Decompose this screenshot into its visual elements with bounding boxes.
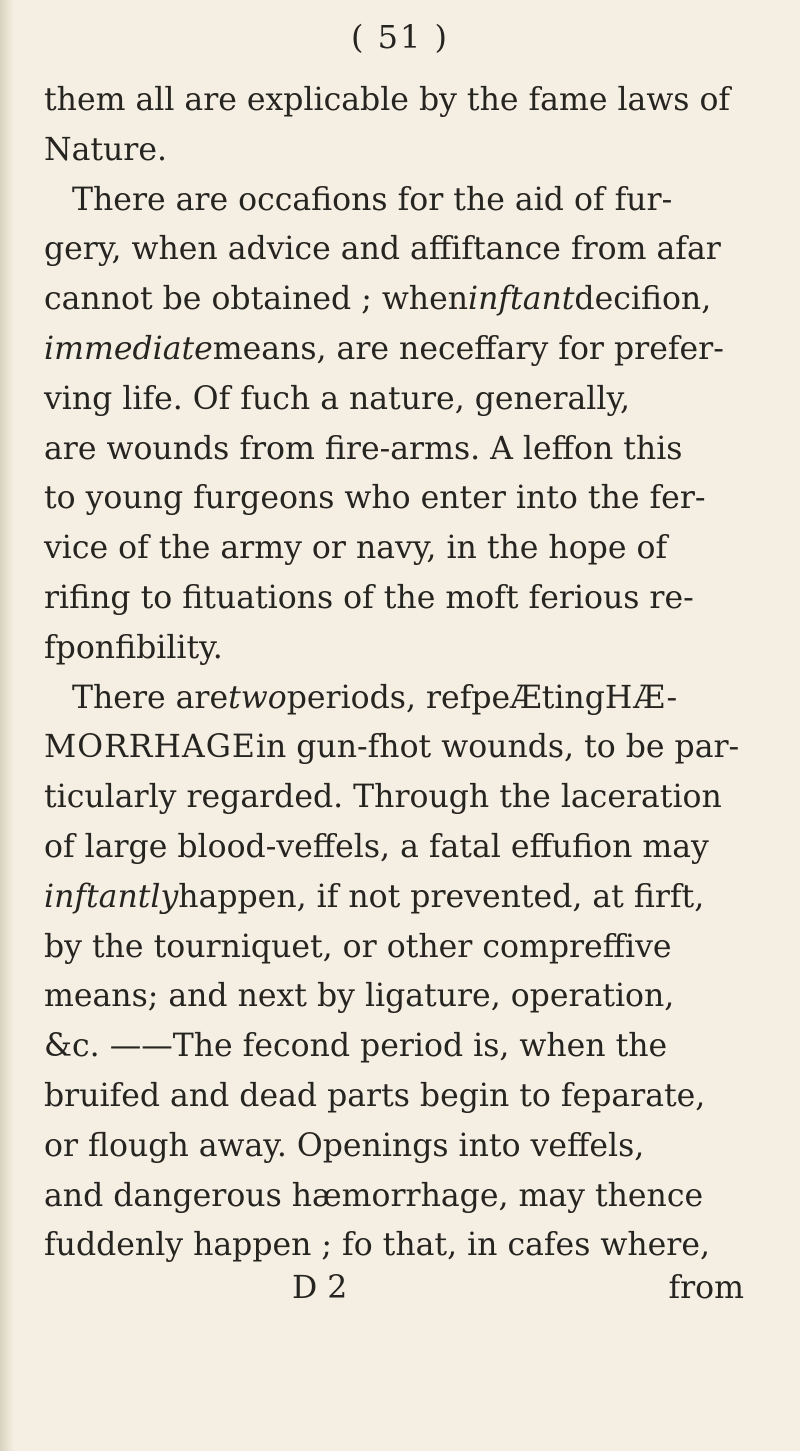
signature-mark: D 2	[292, 1270, 348, 1306]
text-line: There aretwoperiods, refpeÆtingHÆ-	[72, 679, 679, 716]
text-line: or flough away. Openings into veffels,	[44, 1127, 645, 1164]
body-text	[44, 76, 744, 1271]
text-line: inftantlyhappen, if not prevented, at firft,	[44, 878, 705, 915]
text-line: means; and next by ligature, operation,	[44, 978, 675, 1015]
text-line: to young furgeons who enter into the fer-	[44, 480, 706, 517]
text-line: MORRHAGEin gun-fhot wounds, to be par-	[44, 729, 740, 766]
text-line: gery, when advice and affiftance from afar	[44, 231, 721, 268]
text-line: There are occafions for the aid of fur-	[72, 181, 673, 218]
text-line: ving life. Of fuch a nature, generally,	[44, 380, 631, 417]
text-line: ticularly regarded. Through the laceration	[44, 779, 722, 816]
text-line: bruifed and dead parts begin to feparate,	[44, 1077, 706, 1114]
binding-gutter-shadow	[0, 0, 14, 1451]
text-line: fuddenly happen ; fo that, in cafes where,	[44, 1227, 710, 1264]
text-line: of large blood-veffels, a fatal effufion may	[44, 828, 709, 865]
page-number: ( 51 )	[350, 18, 450, 56]
text-line: cannot be obtained ; wheninftantdecifion,	[44, 281, 712, 318]
catchword: from	[668, 1270, 744, 1306]
text-line: by the tourniquet, or other compreffive	[44, 928, 672, 965]
text-line: Nature.	[44, 131, 168, 168]
text-line: fponfibility.	[44, 629, 223, 666]
text-line: immediatemeans, are neceffary for prefer-	[44, 330, 724, 367]
text-line: rifing to fituations of the moft ferious re-	[44, 579, 694, 616]
text-line: and dangerous hæmorrhage, may thence	[44, 1177, 704, 1214]
text-line: are wounds from fire-arms. A leffon this	[44, 430, 683, 467]
text-line: vice of the army or navy, in the hope of	[44, 530, 668, 567]
footer-line	[44, 1270, 744, 1320]
text-line: them all are explicable by the fame laws of	[44, 82, 731, 118]
text-line: &c. ——The fecond period is, when the	[44, 1028, 668, 1065]
